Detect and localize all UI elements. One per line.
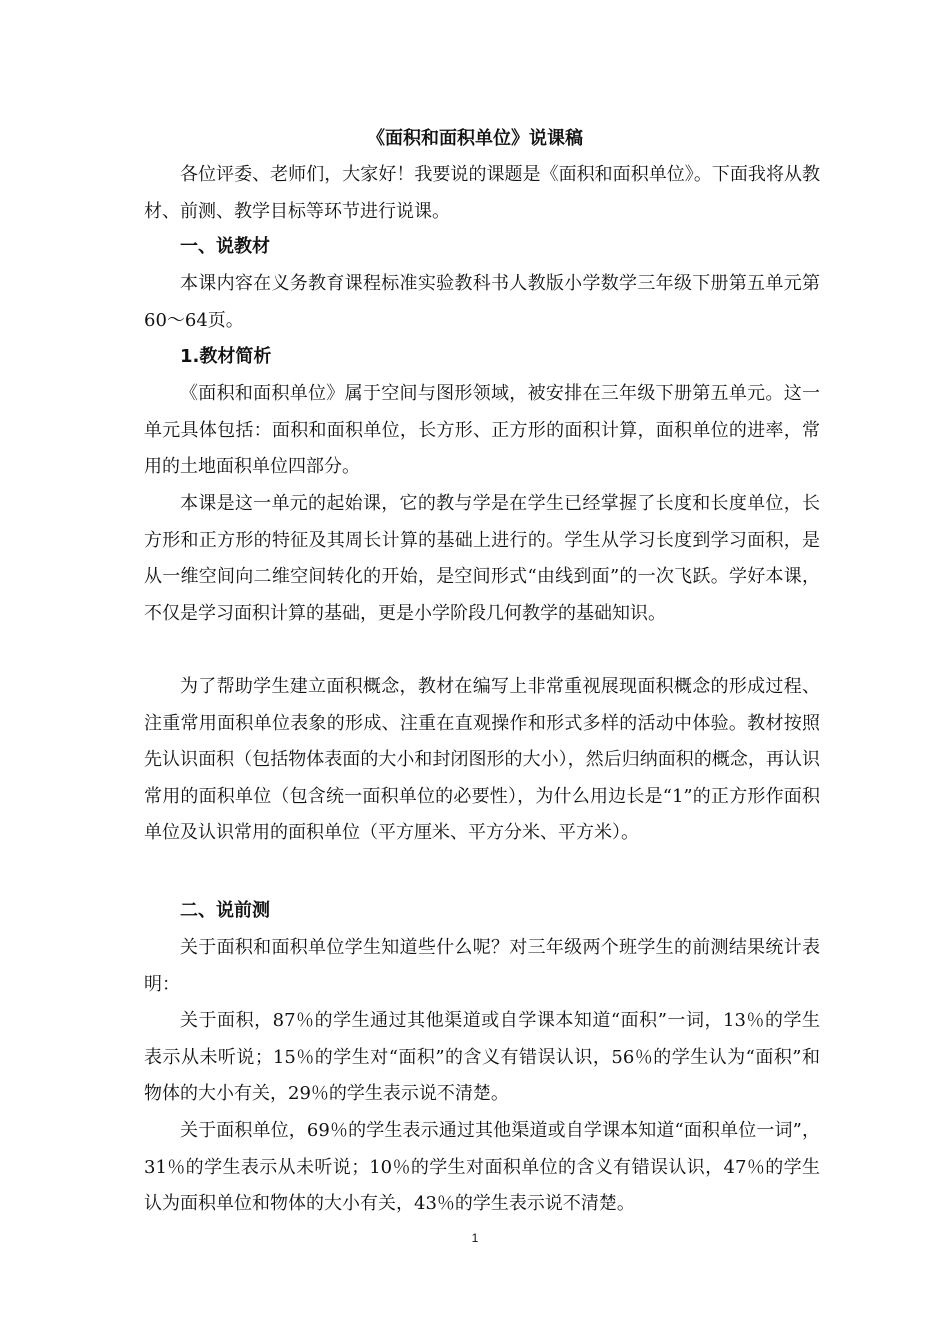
- pretest-paragraph-2: 关于面积，87％的学生通过其他渠道或自学课本知道“面积”一词，13％的学生表示从未听说；15％的学生对“面积”的含义有错误认识，56％的学生认为“面积”和物体的大小有关，29％的学生表示说不清楚。: [144, 1010, 820, 1105]
- document-title: 《面积和面积单位》说课稿: [367, 128, 583, 149]
- pretest-paragraph-1: 关于面积和面积单位学生知道些什么呢？对三年级两个班学生的前测结果统计表明：: [144, 937, 820, 995]
- textbook-paragraph: 本课内容在义务教育课程标准实验教科书人教版小学数学三年级下册第五单元第60～64页。: [144, 273, 820, 331]
- subsection-heading-analysis: 1.教材简析: [180, 346, 272, 367]
- analysis-paragraph-2: 本课是这一单元的起始课，它的教与学是在学生已经掌握了长度和长度单位，长方形和正方形的特征及其周长计算的基础上进行的。学生从学习长度到学习面积，是从一维空间向二维空间转化的开始，是空间形式“由线到面”的一次飞跃。学好本课，不仅是学习面积计算的基础，更是小学阶段几何教学的基础知识。: [144, 493, 820, 624]
- section-heading-pretest: 二、说前测: [180, 900, 270, 921]
- analysis-paragraph-3: 为了帮助学生建立面积概念，教材在编写上非常重视展现面积概念的形成过程、注重常用面积单位表象的形成、注重在直观操作和形式多样的活动中体验。教材按照先认识面积（包括物体表面的大小和封闭图形的大小），然后归纳面积的概念，再认识常用的面积单位（包含统一面积单位的必要性），为什么用边长是“1”的正方形作面积单位及认识常用的面积单位（平方厘米、平方分米、平方米）。: [144, 676, 820, 844]
- page-number: 1: [471, 1231, 479, 1245]
- intro-paragraph: 各位评委、老师们，大家好！我要说的课题是《面积和面积单位》。下面我将从教材、前测、教学目标等环节进行说课。: [144, 164, 820, 222]
- analysis-paragraph-1: 《面积和面积单位》属于空间与图形领域，被安排在三年级下册第五单元。这一单元具体包括：面积和面积单位，长方形、正方形的面积计算，面积单位的进率，常用的土地面积单位四部分。: [144, 383, 820, 478]
- pretest-paragraph-3: 关于面积单位，69％的学生表示通过其他渠道或自学课本知道“面积单位一词”，31％的学生表示从未听说；10％的学生对面积单位的含义有错误认识，47％的学生认为面积单位和物体的大小有关，43％的学生表示说不清楚。: [144, 1120, 820, 1215]
- section-heading-textbook: 一、说教材: [180, 236, 270, 257]
